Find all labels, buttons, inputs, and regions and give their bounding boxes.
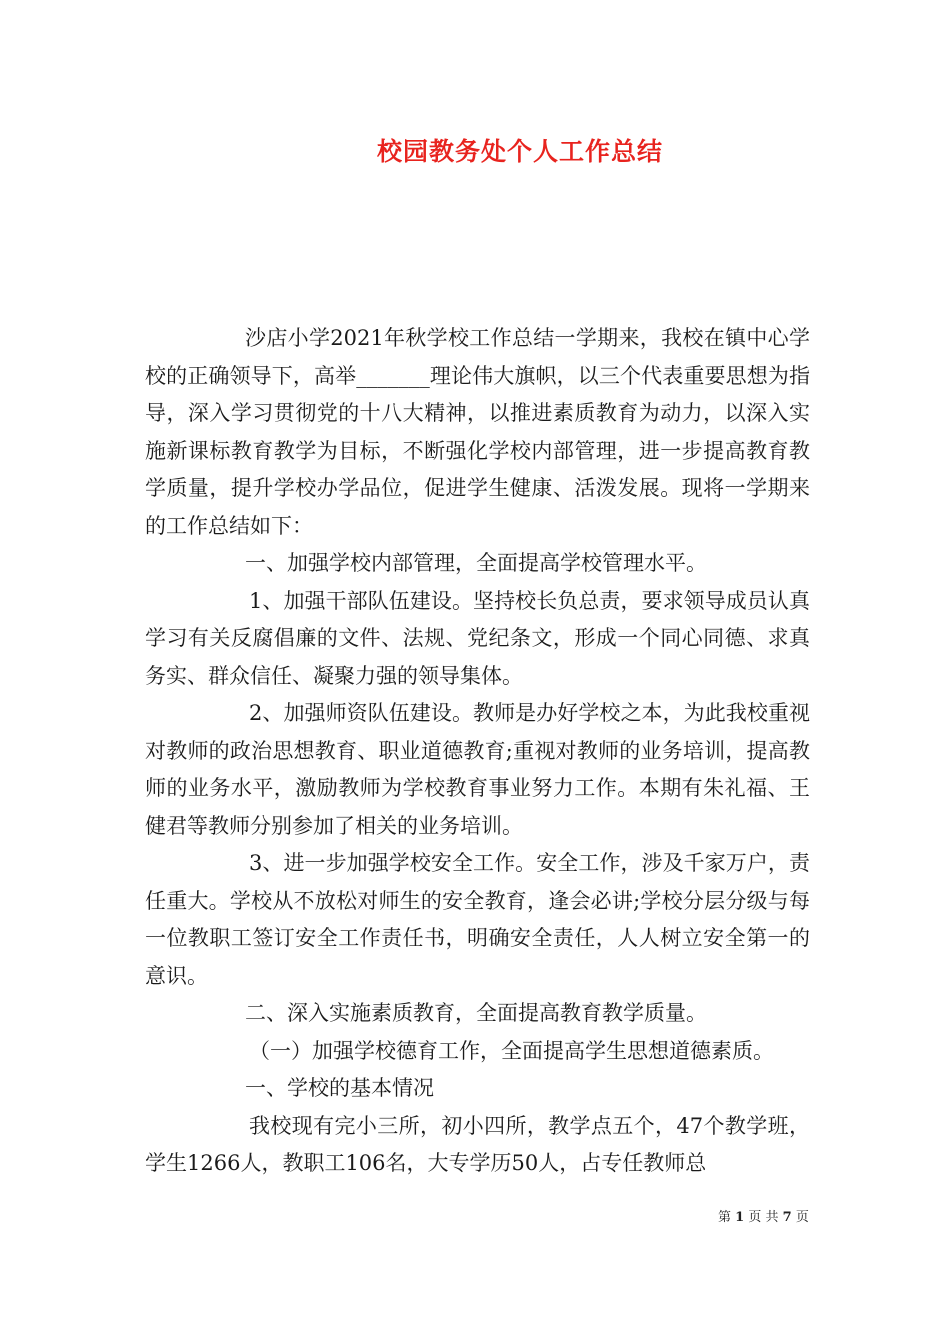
paragraph-subsection-1: （一）加强学校德育工作，全面提高学生思想道德素质。 — [249, 1038, 774, 1063]
paragraph-intro: 沙店小学2021年秋学校工作总结一学期来，我校在镇中心学校的正确领导下，高举_______理论伟大旗帜，以三个代表重要思想为指导，深入学习贯彻党的十八大精神，以推进素质教育为动力，以深入实施新课标教育教学为目标，不断强化学校内部管理，进一步提高教育教学质量，提升学校办学品位，促进学生健康、活泼发展。现将一学期来的工作总结如下： — [145, 326, 810, 538]
paragraph-item-3: 3、进一步加强学校安全工作。安全工作，涉及千家万户，责任重大。学校从不放松对师生的安全教育，逢会必讲;学校分层分级与每一位教职工签订安全工作责任书，明确安全责任，人人树立安全第一的意识。 — [145, 851, 810, 988]
footer-suffix: 页 — [795, 1210, 809, 1225]
footer-mid: 页 共 — [748, 1210, 779, 1225]
footer-total-pages: 7 — [782, 1210, 792, 1225]
paragraph-item-1: 1、加强干部队伍建设。坚持校长负总责，要求领导成员认真学习有关反腐倡廉的文件、法规、党纪条文，形成一个同心同德、求真务实、群众信任、凝聚力强的领导集体。 — [145, 588, 810, 688]
page-footer — [718, 1206, 809, 1225]
paragraph-item-2: 2、加强师资队伍建设。教师是办好学校之本，为此我校重视对教师的政治思想教育、职业道德教育;重视对教师的业务培训，提高教师的业务水平，激励教师为学校教育事业努力工作。本期有朱礼福、王健君等教师分别参加了相关的业务培训。 — [145, 701, 810, 838]
document-title: 校园教务处个人工作总结 — [376, 137, 663, 166]
footer-prefix: 第 — [718, 1210, 732, 1225]
document-body — [145, 320, 810, 1183]
paragraph-section-2-heading: 二、深入实施素质教育，全面提高教育教学质量。 — [245, 1001, 707, 1025]
paragraph-section-1-heading: 一、加强学校内部管理，全面提高学校管理水平。 — [245, 551, 707, 575]
paragraph-basic-info: 我校现有完小三所，初小四所，教学点五个，47个教学班，学生1266人，教职工106名，大专学历50人，占专任教师总 — [145, 1113, 810, 1175]
paragraph-basic-info-heading: 一、学校的基本情况 — [245, 1076, 434, 1100]
footer-current-page: 1 — [735, 1210, 745, 1225]
